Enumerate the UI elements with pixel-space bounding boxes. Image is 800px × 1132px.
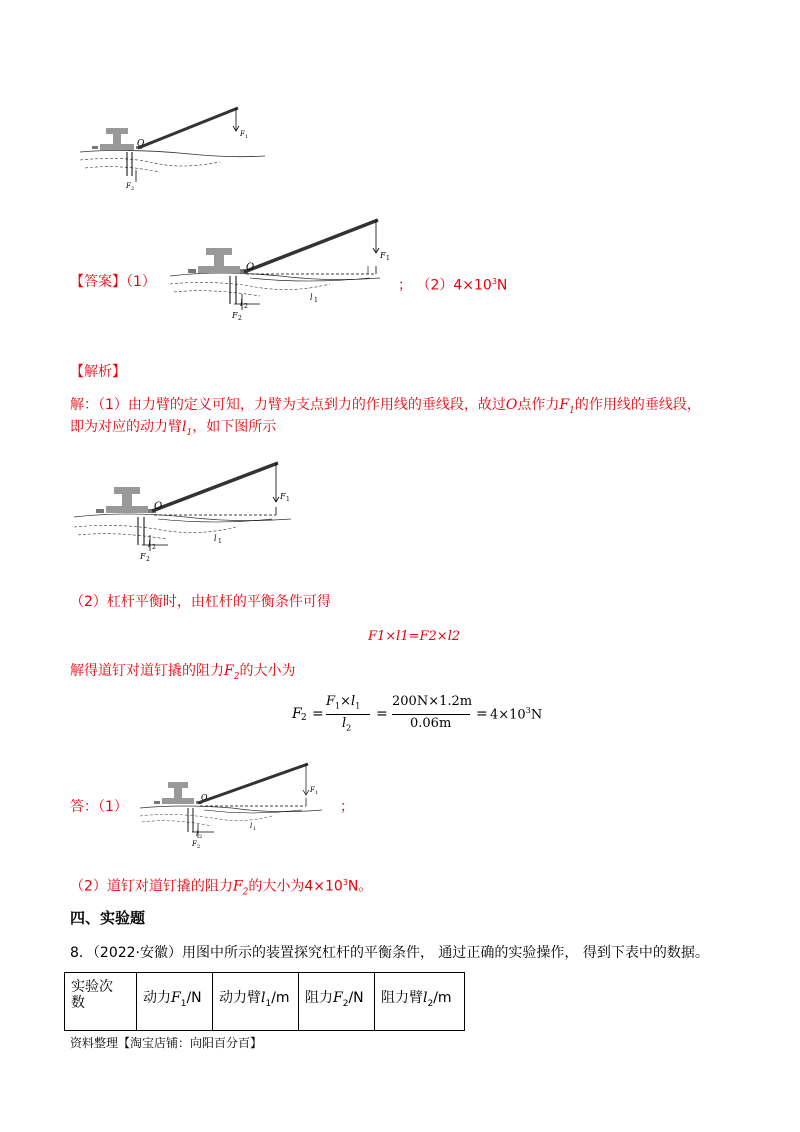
calc-lhs: F xyxy=(292,706,302,722)
analysis-line2 xyxy=(70,417,276,443)
calc-num1-f: F xyxy=(326,694,336,709)
header-f2-a: 阻力 xyxy=(305,990,333,1006)
conclusion2-exp: 3 xyxy=(342,878,348,887)
analysis-line2-lsub: 1 xyxy=(186,427,193,438)
analysis-line2-l: l xyxy=(182,419,187,435)
header-l2-sub: 2 xyxy=(427,998,434,1009)
footer-note: 资料整理【淘宝店铺：向阳百分百】 xyxy=(70,1036,263,1050)
analysis-line1-o: O xyxy=(505,397,518,413)
header-l2-unit: /m xyxy=(433,990,452,1006)
answer-l2-sub: 2 xyxy=(244,303,248,310)
table-header-cell xyxy=(65,973,137,1031)
calc-num1 xyxy=(326,694,360,711)
calc-num1-times: × xyxy=(340,694,352,709)
calc-den2: 0.06m xyxy=(410,716,452,731)
lever-figure-conclusion xyxy=(132,758,332,853)
answer-tag: 【答案】 xyxy=(70,274,126,290)
header-l1-unit: /m xyxy=(271,990,290,1006)
answer-f2-label: F xyxy=(232,311,238,320)
solve-line-fsub: 2 xyxy=(233,671,240,682)
answer-line xyxy=(70,272,156,292)
calc-den1-sub: 2 xyxy=(346,723,352,733)
calc-result-unit: N xyxy=(530,707,543,723)
calc-eq1: = xyxy=(312,706,324,722)
calc-result-value: 4×10 xyxy=(490,707,526,723)
f2-sub: 2 xyxy=(131,186,135,192)
solve-line-f: F xyxy=(224,663,234,679)
header-trial-b: 数 xyxy=(71,995,85,1011)
header-f2-f: F xyxy=(333,990,343,1006)
header-f1-a: 动力 xyxy=(143,990,171,1006)
calc-num2: 200N×1.2m xyxy=(392,694,473,709)
header-f1-unit: /N xyxy=(186,990,202,1006)
f1-sub: 1 xyxy=(245,134,249,140)
analysis-solve-line xyxy=(70,661,295,687)
calc-frac-bar1 xyxy=(326,714,370,715)
answer-l1-label: l xyxy=(310,293,313,302)
answer-part2-value: 4×10 xyxy=(453,277,492,294)
analysis-line1-fsub: 1 xyxy=(569,405,575,416)
analysis-part2-line: （2）杠杆平衡时，由杠杆的平衡条件可得 xyxy=(70,594,331,610)
conclusion-tag: 答：（1） xyxy=(70,799,128,815)
analysis-line2-b: ，如下图所示 xyxy=(192,419,277,435)
calc-num1-l: l xyxy=(351,694,356,709)
experiment-table xyxy=(64,972,465,1031)
answer-part2-unit: N xyxy=(496,277,508,294)
pivot-label: O xyxy=(137,139,145,149)
header-trial-a: 实验次 xyxy=(71,979,113,995)
question-8: 8．（2022·安徽）用图中所示的装置探究杠杆的平衡条件， 通过正确的实验操作， 得到下表中的数据。 xyxy=(70,945,709,961)
conclusion-l1-label: l xyxy=(250,822,253,830)
conclusion2-value: 4×10 xyxy=(304,878,343,895)
calc-num1-lsub: 1 xyxy=(355,701,361,711)
table-header-cell xyxy=(213,973,299,1031)
calc-eq3: = xyxy=(476,706,488,722)
answer-pivot-label: O xyxy=(246,262,255,273)
header-l1-a: 动力臂 xyxy=(219,990,261,1006)
analysis-line1-c: 的作用线的垂线段， xyxy=(574,397,701,413)
calc-frac-bar2 xyxy=(392,714,470,715)
header-l1-l: l xyxy=(261,990,266,1006)
conclusion2-f: F xyxy=(232,878,243,895)
table-header-cell xyxy=(375,973,465,1031)
header-f1-f: F xyxy=(171,990,181,1006)
solve-line-b: 的大小为 xyxy=(239,663,296,679)
analysis-l1-sub: 1 xyxy=(218,538,222,545)
conclusion-f2-sub: 2 xyxy=(197,844,201,850)
analysis-pivot-label: O xyxy=(154,501,163,512)
analysis-l1-label: l xyxy=(214,534,217,543)
conclusion-line2 xyxy=(70,873,372,902)
analysis-f1-sub: 1 xyxy=(286,496,290,503)
conclusion-pivot-label: O xyxy=(201,793,208,802)
header-l2-a: 阻力臂 xyxy=(381,990,423,1006)
analysis-tag: 【解析】 xyxy=(70,364,126,380)
analysis-line1-a: 解：（1）由力臂的定义可知，力臂为支点到力的作用线的垂线段，故过 xyxy=(70,397,506,413)
f2-label: F xyxy=(126,182,131,190)
calc-result-exp: 3 xyxy=(525,706,531,715)
header-l1-sub: 1 xyxy=(265,998,272,1009)
calc-lhs-sub: 2 xyxy=(301,713,307,723)
conclusion-separator: ； xyxy=(340,799,354,815)
analysis-line1-f: F xyxy=(559,397,570,413)
answer-f2-sub: 2 xyxy=(238,315,242,322)
header-f1-sub: 1 xyxy=(180,998,187,1009)
lever-figure-answer xyxy=(160,210,390,325)
table-header-row xyxy=(65,973,465,1031)
answer-part2-exp: 3 xyxy=(491,277,497,286)
analysis-line2-a: 即为对应的动力臂 xyxy=(70,419,182,435)
calc-den1 xyxy=(342,716,351,733)
conclusion-f2-label: F xyxy=(192,840,197,848)
table-header-cell xyxy=(299,973,375,1031)
answer-f1-label: F xyxy=(380,251,386,260)
answer-part2 xyxy=(398,272,507,296)
answer-l2-label: l xyxy=(240,299,243,308)
lever-figure-question xyxy=(70,100,270,200)
conclusion-l1-sub: 1 xyxy=(253,826,257,832)
conclusion2-b: 的大小为 xyxy=(248,878,305,895)
header-f2-sub: 2 xyxy=(342,998,349,1009)
analysis-f2-label: F xyxy=(140,552,146,561)
section-heading: 四、实验题 xyxy=(70,909,146,927)
analysis-line1-b: 点作力 xyxy=(517,397,560,413)
conclusion-f1-label: F xyxy=(310,786,315,794)
answer-l1-sub: 1 xyxy=(314,297,318,304)
conclusion2-a: （2）道钉对道钉撬的阻力 xyxy=(70,878,233,895)
conclusion2-fsub: 2 xyxy=(242,887,249,898)
calc-eq2: = xyxy=(376,706,388,722)
calc-num1-fsub: 1 xyxy=(335,701,341,711)
conclusion-l2-label: l xyxy=(196,830,199,838)
header-l2-l: l xyxy=(423,990,428,1006)
lever-figure-analysis xyxy=(66,455,306,570)
balance-equation: F1×l1=F2×l2 xyxy=(368,629,461,644)
analysis-l2-label: l xyxy=(148,540,151,549)
header-f2-unit: /N xyxy=(348,990,364,1006)
f1-label: F xyxy=(240,130,245,138)
analysis-l2-sub: 2 xyxy=(152,544,156,551)
analysis-f1-label: F xyxy=(280,492,286,501)
answer-part1: （1） xyxy=(126,274,156,290)
solve-line-a: 解得道钉对道钉撬的阻力 xyxy=(70,663,224,679)
calc-result xyxy=(490,706,542,722)
answer-part2-prefix: （2） xyxy=(416,277,454,294)
calc-den1-l: l xyxy=(342,716,347,731)
calculation-formula xyxy=(292,694,543,738)
answer-separator: ； xyxy=(398,277,412,294)
conclusion2-unit: N。 xyxy=(347,878,373,895)
answer-f1-sub: 1 xyxy=(386,255,390,262)
analysis-f2-sub: 2 xyxy=(146,556,150,563)
conclusion-f1-sub: 1 xyxy=(315,790,319,796)
conclusion-l2-sub: 2 xyxy=(199,834,203,840)
table-header-cell xyxy=(137,973,213,1031)
